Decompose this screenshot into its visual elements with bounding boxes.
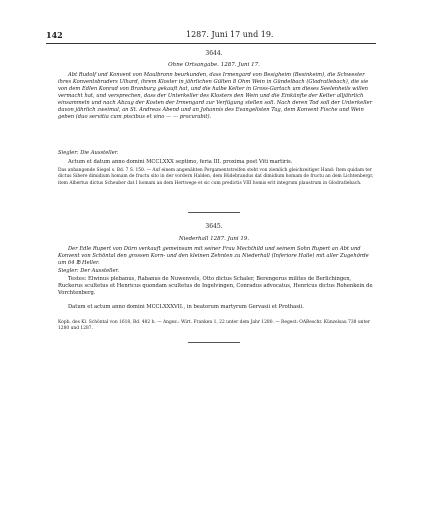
charter-summary: Abt Rudolf und Konvent von Maulbronn beurkunden, dass Irmengard von Besigheim (Besinkeim), die Schwester ihres Konventsbruders Ulhard, ihrem Kloster in jährlichen Gülten 8 Ohm Wein in Gündelbach (Glodratlebach), die sie von dem Edlen Konrad von Branburg gekauft hat, und die halbe Kelter in Gross-Gartach um dieses Seelenheils willen vermacht hat, und versprechen, dass der Unterkeller des Klosters den Wein und die Einkünfte der Kelter alljährlich einsammeln und nach Abzug der Kosten der Irmengard zur Verfügung stellen soll. Nach deren Tod soll der Unterkeller davon jährlich zweimal, an St. Andreas Abend und an Johannis des Evangelisten Tag, dem Konvent Fische und Wein geben (duo servitia cum piscibus et vino — — procurabit).	[58, 72, 373, 120]
charter-note: Kopb. des Kl. Schöntal von 1618, Bd. 482 b. — Angez.: Wirt. Franken 1, 22 unter dem Jahr 1280. — Regest: OABeschr. Künzelsau 738 unter 1280 und 1287.	[58, 320, 370, 332]
charter-place-date: Ohne Ortsangabe. 1287. Juni 17.	[168, 62, 260, 68]
charter-datum: Actum et datum anno domini MCCLXXX septimo, feria III. proxima post Viti martiris.	[68, 159, 293, 165]
charter-number: 3644.	[205, 50, 223, 57]
header-rule	[46, 43, 376, 44]
charter-datum: Datum et actum anno domini MCCLXXXVII., in beatorum martyrum Gervasii et Prothasii.	[68, 304, 304, 310]
charter-witnesses: Testes: Elwinus plebanus, Rabanus de Nuwenvels, Otto dictus Schaler, Berengerus milites de Berlichingen, Ruckerus scultetus et Henricus quondam scultetus de Ingelvingen, Conradus advocatus, Henricus dictus Rohenkein de Vorchtenberg.	[58, 276, 373, 296]
charter-summary: Der Edle Rupert von Dürn verkauft gemeinsam mit seiner Frau Mechthild und seinem Sohn Rupert an Abt und Konvent von Schöntal den grossen Korn- und den kleinen Zehnten zu Niederhall (Inferiore Halle) mit aller Zugehörde um 64 ℔ Heller.	[58, 246, 369, 266]
section-separator	[188, 342, 240, 343]
running-title: 1287. Juni 17 und 19.	[186, 30, 274, 39]
page-number: 142	[46, 30, 63, 40]
section-separator	[188, 212, 240, 213]
charter-note: Das anhangende Siegel s. Bd. 7 S. 150. — Auf einem angenähten Pergamentstreifen steht von ziemlich gleichzeitiger Hand: Item quidam ter dictus Sibere dimidium homam de fructu sito in der vordern Halden, dem Büdebrandus dat dimidium homam de fructu an dem Lichtenbergr, item Albertus dictus Scheuber dat I homam an dem Hertwege et sic cum predictis VIII homis erit integrum plaustrum in Glodratlebach.	[58, 168, 374, 186]
charter-number: 3645.	[205, 223, 223, 230]
charter-sealer: Siegler: Die Aussteller.	[58, 150, 119, 156]
charter-sealer: Siegler: Der Aussteller.	[58, 268, 120, 274]
charter-place-date: Niederhall 1287. Juni 19.	[178, 236, 250, 242]
